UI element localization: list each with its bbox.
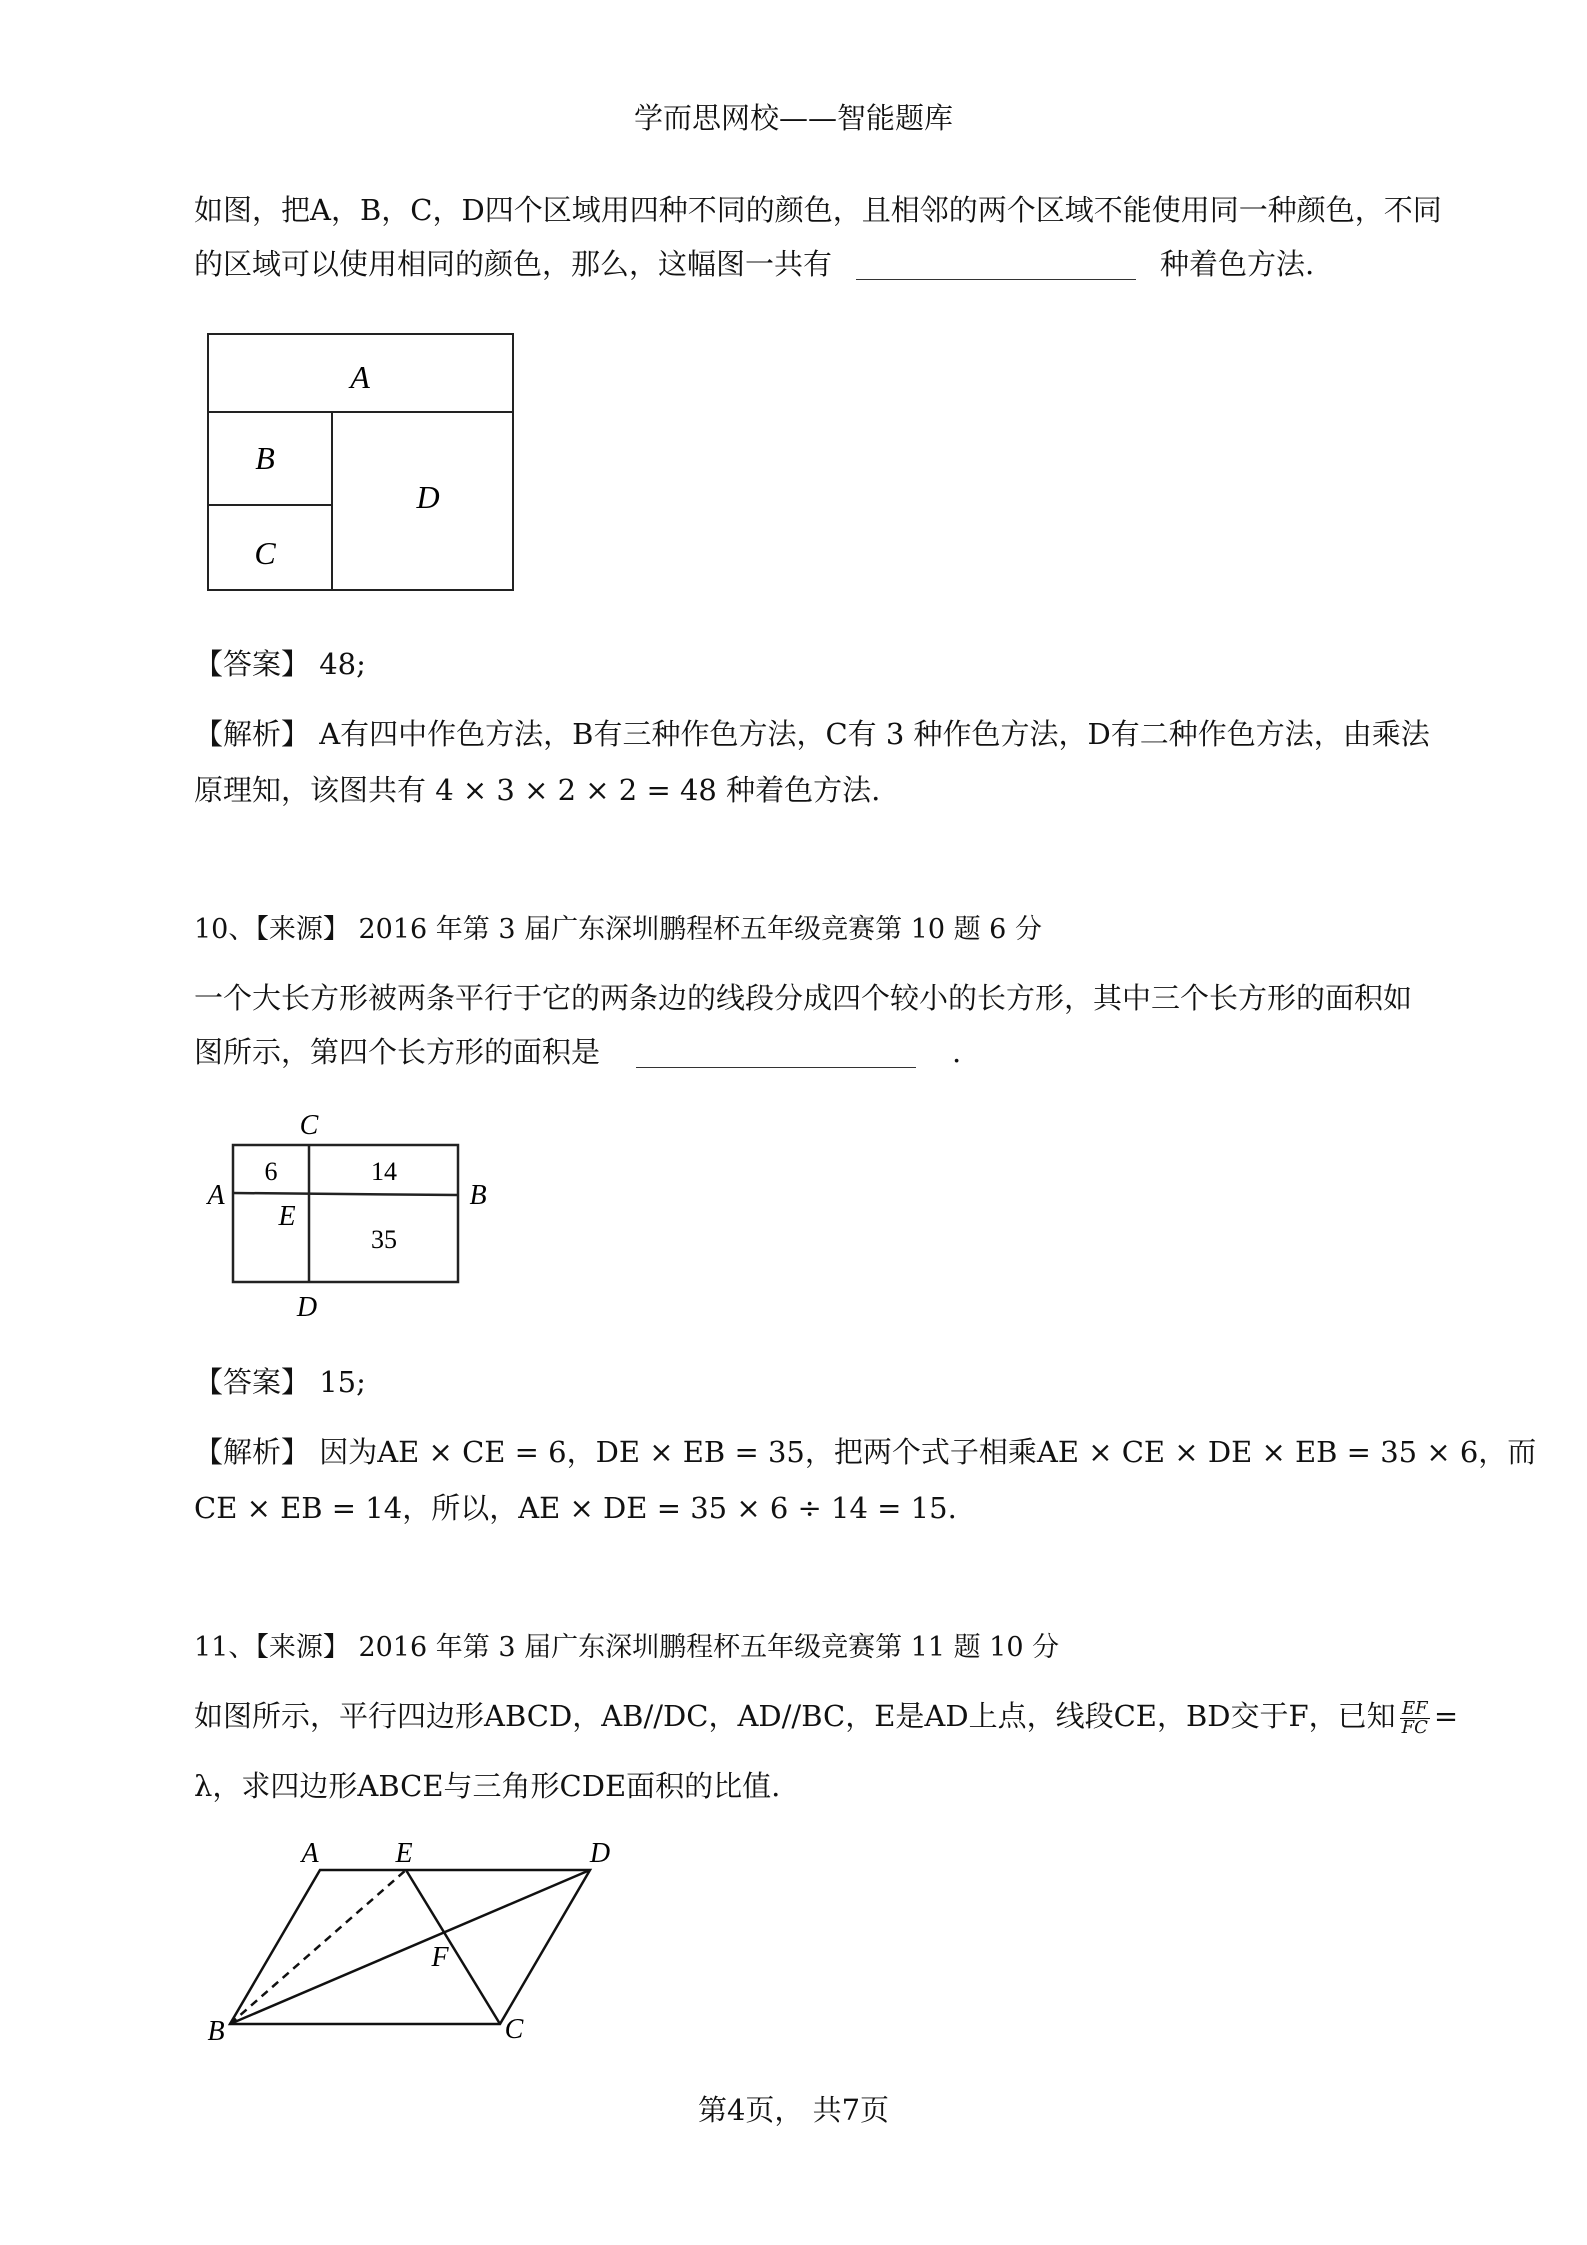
q9-answer-blank bbox=[856, 249, 1136, 280]
q10-text-line2 bbox=[194, 1032, 961, 1072]
q9-analysis-line2: 原理知，该图共有 4 × 3 × 2 × 2 = 48 种着色方法. bbox=[194, 773, 881, 807]
q11-fraction bbox=[1400, 1697, 1430, 1738]
q9-analysis-line1: 【解析】 A有四中作色方法，B有三种作色方法，C有 3 种作色方法，D有二种作色方法，由乘法 bbox=[194, 717, 1430, 751]
q10-rectangle-figure bbox=[200, 1110, 500, 1330]
q10-answer: 【答案】 15; bbox=[194, 1365, 366, 1399]
q11-label-a: A bbox=[301, 1838, 319, 1869]
q9-label-d: D bbox=[416, 479, 440, 515]
q10-answer-blank bbox=[636, 1037, 916, 1068]
q10-text-line2-a: 图所示，第四个长方形的面积是 bbox=[194, 1035, 601, 1069]
q9-text-line1: 如图，把A，B，C，D四个区域用四种不同的颜色，且相邻的两个区域不能使用同一种颜色，不同 bbox=[194, 193, 1442, 227]
q10-area-35: 35 bbox=[371, 1225, 397, 1254]
q9-region-figure bbox=[200, 326, 530, 596]
q10-text-line1: 一个大长方形被两条平行于它的两条边的线段分成四个较小的长方形，其中三个长方形的面积如 bbox=[194, 981, 1413, 1015]
q10-area-6: 6 bbox=[264, 1157, 278, 1186]
q11-fraction-numerator: EF bbox=[1400, 1700, 1430, 1719]
q9-text-line2-b: 种着色方法. bbox=[1160, 247, 1315, 281]
q9-text-line2-a: 的区域可以使用相同的颜色，那么，这幅图一共有 bbox=[194, 247, 833, 281]
q10-analysis-line2: CE × EB = 14，所以，AE × DE = 35 × 6 ÷ 14 = 15. bbox=[194, 1491, 957, 1525]
page-footer: 第4页， 共7页 bbox=[697, 2093, 890, 2127]
q10-analysis-line1: 【解析】 因为AE × CE = 6，DE × EB = 35，把两个式子相乘AE × CE × DE × EB = 35 × 6，而 bbox=[194, 1435, 1537, 1469]
q11-label-b: B bbox=[207, 2016, 225, 2047]
q9-answer: 【答案】 48; bbox=[194, 647, 366, 681]
q10-label-c: C bbox=[299, 1110, 319, 1141]
q11-text-line1-a: 如图所示，平行四边形ABCD，AB//DC，AD//BC，E是AD上点，线段CE，BD交于F，已知 bbox=[194, 1699, 1396, 1733]
q10-label-e: E bbox=[278, 1201, 296, 1232]
q11-text-line2: λ，求四边形ABCE与三角形CDE面积的比值. bbox=[194, 1769, 781, 1803]
q11-label-c: C bbox=[504, 2014, 524, 2045]
q10-label-a: A bbox=[207, 1180, 225, 1211]
q11-fraction-denominator: FC bbox=[1401, 1716, 1428, 1738]
q9-label-a: A bbox=[350, 359, 370, 395]
page-header: 学而思网校——智能题库 bbox=[633, 101, 953, 135]
q11-label-e: E bbox=[395, 1838, 413, 1869]
q11-text-line1-b: = bbox=[1433, 1699, 1459, 1733]
q9-text-line2 bbox=[194, 244, 1314, 284]
q11-label-f: F bbox=[431, 1942, 449, 1973]
q11-label-d: D bbox=[589, 1838, 611, 1869]
q9-label-c: C bbox=[254, 535, 276, 571]
q10-area-14: 14 bbox=[371, 1157, 397, 1186]
q11-source: 11、【来源】 2016 年第 3 届广东深圳鹏程杯五年级竞赛第 11 题 10 分 bbox=[194, 1632, 1060, 1663]
q10-source: 10、【来源】 2016 年第 3 届广东深圳鹏程杯五年级竞赛第 10 题 6 分 bbox=[194, 914, 1042, 945]
q10-label-d: D bbox=[296, 1292, 318, 1323]
q11-parallelogram-figure bbox=[196, 1834, 636, 2054]
q9-label-b: B bbox=[255, 440, 275, 476]
q10-text-line2-end: . bbox=[952, 1035, 962, 1069]
q10-label-b: B bbox=[469, 1180, 487, 1211]
q11-text-line1 bbox=[194, 1696, 1458, 1737]
